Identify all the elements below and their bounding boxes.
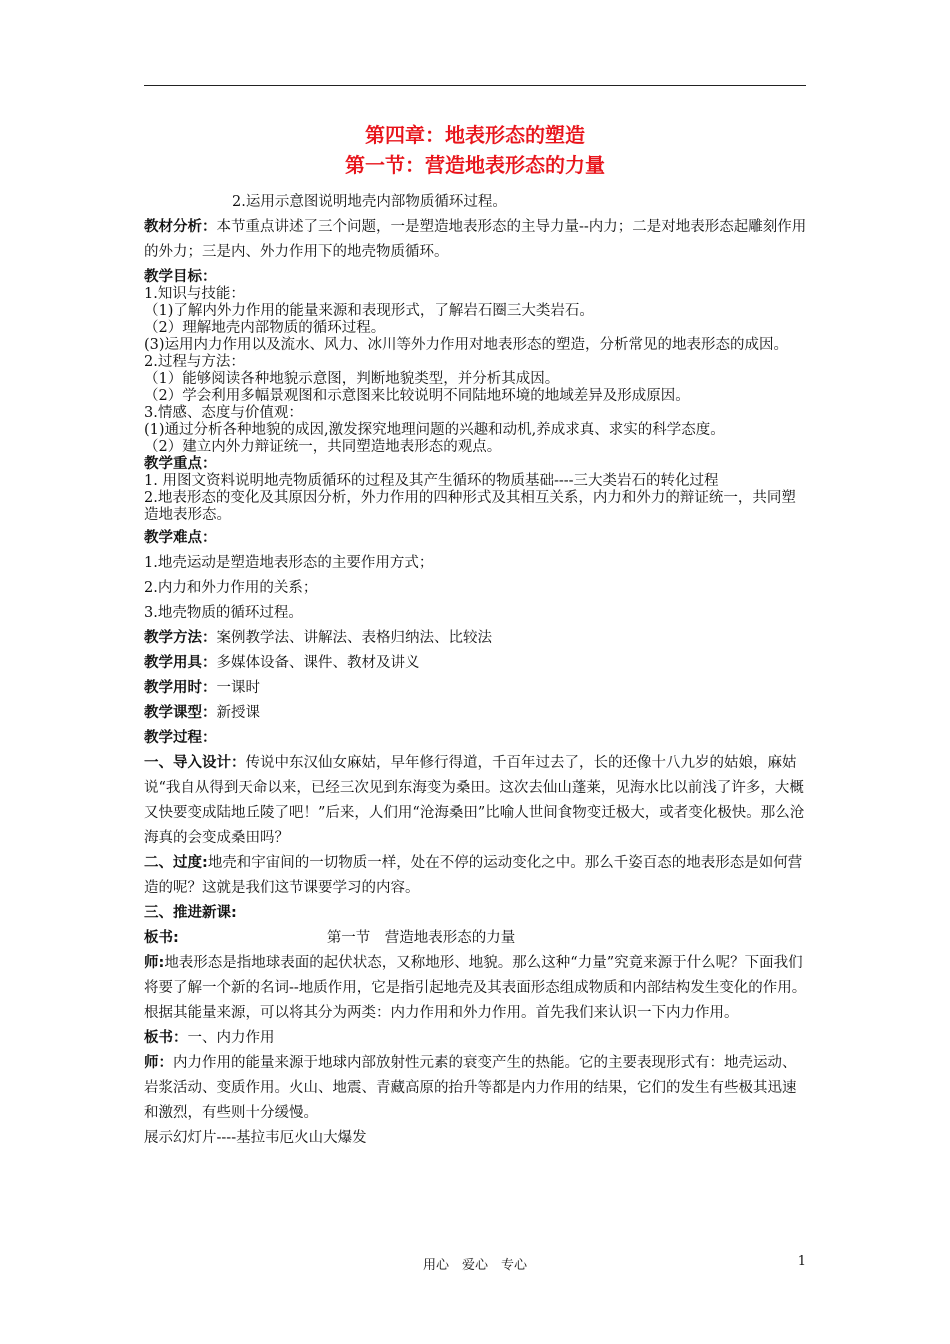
- duration-text: 一课时: [216, 680, 260, 696]
- banshu-label: 板书：: [144, 1030, 188, 1046]
- banshu-label: 板书:: [144, 930, 179, 946]
- duration-line: [144, 676, 808, 701]
- banshu-line-1: [144, 926, 808, 951]
- analysis-label: 教材分析：: [144, 219, 217, 235]
- teacher-paragraph-2: [144, 1051, 808, 1126]
- process-label: 教学过程：: [144, 730, 217, 746]
- goals-label: 教学目标：: [144, 269, 217, 285]
- header-rule: [144, 85, 806, 86]
- key-points-section: [144, 456, 808, 524]
- goals-section: [144, 269, 808, 456]
- teacher-text: 内力作用的能量来源于地球内部放射性元素的衰变产生的热能。它的主要表现形式有：地壳运动、岩浆活动、变质作用。火山、地震、青藏高原的抬升等都是内力作用的结果，它们的发生有些极其迅速和激烈，有些则十分缓慢。: [144, 1055, 797, 1121]
- intro-design-label: 一、导入设计：: [144, 755, 246, 771]
- goals-line: 3.情感、态度与价值观：: [144, 405, 303, 421]
- goals-line: （2）学会利用多幅景观图和示意图来比较说明不同陆地环境的地域差异及形成原因。: [144, 388, 690, 404]
- banshu-text: 一、内力作用: [187, 1030, 275, 1046]
- goals-line: （1)了解内外力作用的能量来源和表现形式，了解岩石圈三大类岩石。: [144, 303, 594, 319]
- difficulties-label: 教学难点：: [144, 530, 217, 546]
- key-point-line: 2.地表形态的变化及其原因分析，外力作用的四种形式及其相互关系，内力和外力的辩证统一，共同塑造地表形态。: [144, 490, 796, 523]
- teacher-paragraph-1: [144, 951, 808, 1026]
- teacher-text: 地表形态是指地球表面的起伏状态，又称地形、地貌。那么这种“力量”究竟来源于什么呢？下面我们将要了解一个新的名词--地质作用，它是指引起地壳及其表面形态组成物质和内部结构发生变化的作用。根据其能量来源，可以将其分为两类：内力作用和外力作用。首先我们来认识一下内力作用。: [144, 955, 807, 1021]
- goals-line: 1.知识与技能：: [144, 286, 245, 302]
- section-title: 第一节：营造地表形态的力量: [345, 153, 605, 177]
- key-points-label: 教学重点：: [144, 456, 217, 472]
- lesson-type-label: 教学课型：: [144, 705, 217, 721]
- transition-text: 地壳和宇宙间的一切物质一样，处在不停的运动变化之中。那么千姿百态的地表形态是如何营造的呢？这就是我们这节课要学习的内容。: [144, 855, 803, 896]
- difficulty-line: 3.地壳物质的循环过程。: [144, 605, 303, 621]
- analysis-text: 本节重点讲述了三个问题，一是塑造地表形态的主导力量--内力；二是对地表形态起雕刻作用的外力；三是内、外力作用下的地壳物质循环。: [144, 219, 807, 260]
- teacher-label: 师：: [144, 1055, 173, 1071]
- process-section: [144, 751, 808, 1151]
- tools-line: [144, 651, 808, 676]
- transition-label: 二、过度:: [144, 855, 208, 871]
- transition-paragraph: [144, 851, 808, 901]
- difficulties-section: [144, 526, 808, 626]
- slide-line: 展示幻灯片----基拉韦厄火山大爆发: [144, 1130, 367, 1146]
- analysis-paragraph: [144, 215, 808, 265]
- goals-line: （1）能够阅读各种地貌示意图，判断地貌类型，并分析其成因。: [144, 371, 560, 387]
- banshu-line-2: [144, 1026, 808, 1051]
- key-point-line: 1. 用图文资料说明地壳物质循环的过程及其产生循环的物质基础----三大类岩石的转化过程: [144, 473, 719, 489]
- intro-line: 2.运用示意图说明地壳内部物质循环过程。: [232, 194, 507, 210]
- methods-label: 教学方法：: [144, 630, 217, 646]
- methods-line: [144, 626, 808, 651]
- tools-text: 多媒体设备、课件、教材及讲义: [216, 655, 420, 671]
- new-lesson-label: 三、推进新课:: [144, 905, 237, 921]
- goals-line: （2）建立内外力辩证统一，共同塑造地表形态的观点。: [144, 439, 502, 455]
- meta-section: [144, 626, 808, 751]
- lesson-type-line: [144, 701, 808, 726]
- intro-design-paragraph: [144, 751, 808, 851]
- difficulty-line: 1.地壳运动是塑造地表形态的主要作用方式；: [144, 555, 434, 571]
- goals-line: 2.过程与方法：: [144, 354, 245, 370]
- duration-label: 教学用时：: [144, 680, 217, 696]
- page-number: 1: [797, 1254, 806, 1269]
- difficulty-line: 2.内力和外力作用的关系；: [144, 580, 318, 596]
- teacher-label: 师:: [144, 955, 165, 971]
- goals-line: （2）理解地壳内部物质的循环过程。: [144, 320, 386, 336]
- goals-line: (1)通过分析各种地貌的成因,激发探究地理问题的兴趣和动机,养成求真、求实的科学态度。: [144, 422, 725, 438]
- footer-motto: 用心 爱心 专心: [422, 1258, 527, 1273]
- goals-line: (3)运用内力作用以及流水、风力、冰川等外力作用对地表形态的塑造，分析常见的地表形态的成因。: [144, 337, 789, 353]
- tools-label: 教学用具：: [144, 655, 217, 671]
- intro-design-text: 传说中东汉仙女麻姑，早年修行得道，千百年过去了，长的还像十八九岁的姑娘，麻姑说“我自从得到天命以来，已经三次见到东海变为桑田。这次去仙山蓬莱，见海水比以前浅了许多，大概又快要变成陆地丘陵了吧！”后来，人们用“沧海桑田”比喻人世间食物变迁极大，或者变化极快。那么沧海真的会变成桑田吗？: [144, 755, 805, 846]
- title-block: [144, 120, 806, 180]
- banshu-text: 第一节 营造地表形态的力量: [326, 930, 516, 946]
- lesson-type-text: 新授课: [216, 705, 260, 721]
- document-body: [144, 190, 808, 1151]
- methods-text: 案例教学法、讲解法、表格归纳法、比较法: [216, 630, 492, 646]
- chapter-title: 第四章：地表形态的塑造: [365, 123, 585, 147]
